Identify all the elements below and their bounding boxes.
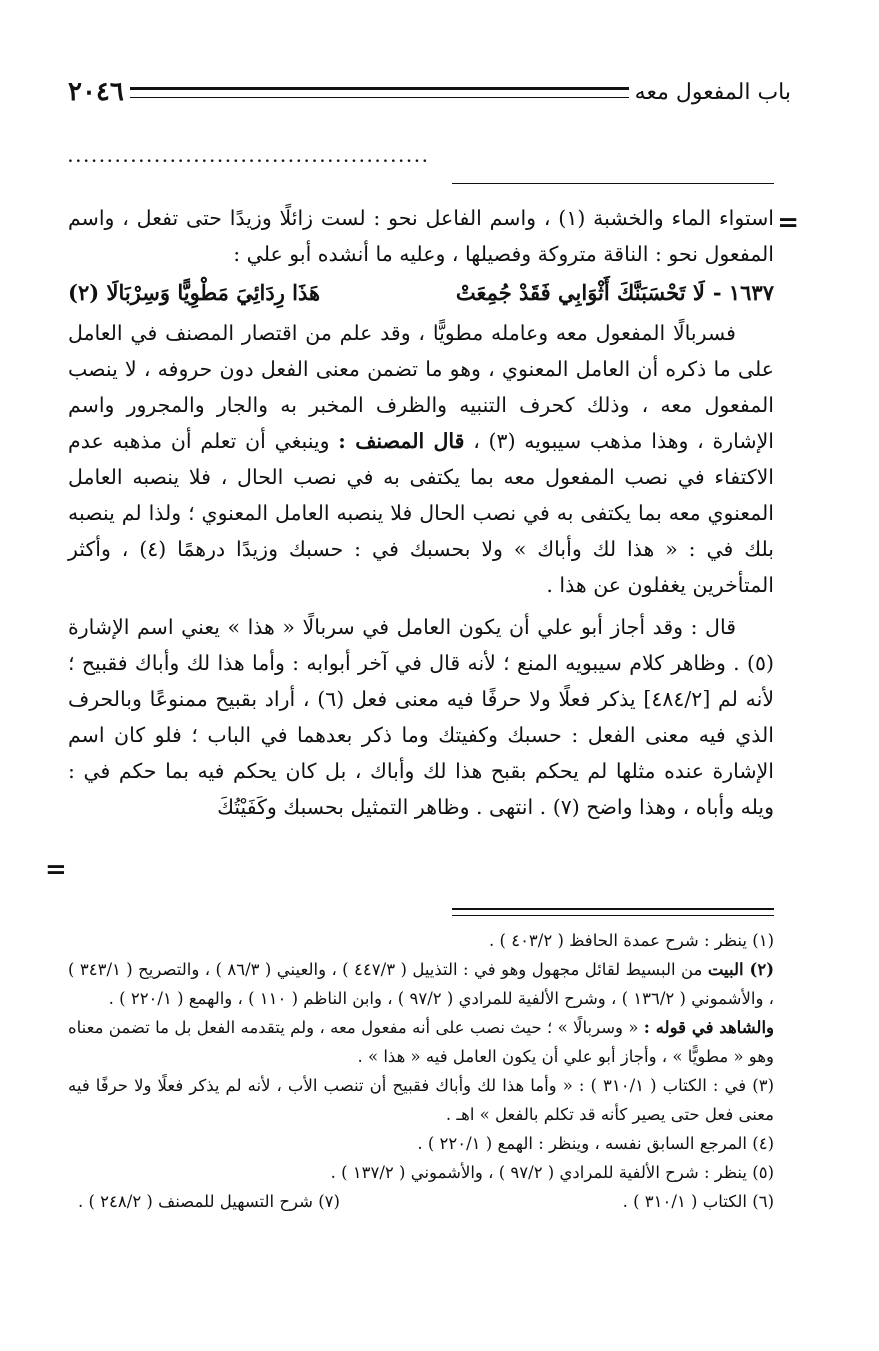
- footnotes: [68, 926, 774, 1216]
- footnote-5: (٥) ينظر : شرح الألفية للمرادي ( ٩٧/٢ ) ، والأشموني ( ١٣٧/٢ ) .: [330, 1163, 774, 1182]
- continuation-mark-start: =: [777, 208, 799, 238]
- paragraph-2-rest: وينبغي أن تعلم أن مذهبه عدم الاكتفاء في نصب المفعول معه بما يكتفى به في نصب الحال ، فلا ينصبه العامل المعنوي معه بما يكتفى به في نصب الحال فلا ينصبه العامل المعنوي ؛ ولذا لم ينصبه بلك في : « هذا لك وأباك » ولا بحسبك في : حسبك وزيدًا درهمًا (٤) ، وأكثر المتأخرين يغفلون عن هذا .: [68, 429, 774, 597]
- footnote-3: (٣) في : الكتاب ( ٣١٠/١ ) : « وأما هذا لك وأباك فقبيح أن تنصب الأب ، لأنه لم يذكر فعلًا ولا حرفًا فيه معنى فعل حتى يصير كأنه قد تكلم بالفعل » اهـ .: [68, 1076, 775, 1124]
- footnote-2b-label: والشاهد في قوله :: [643, 1018, 774, 1037]
- footnote-7: (٧) شرح التسهيل للمصنف ( ٢٤٨/٢ ) .: [78, 1192, 340, 1211]
- paragraph-3: قال : وقد أجاز أبو علي أن يكون العامل في سربالًا « هذا » يعني اسم الإشارة (٥) . وظاهر كلام سيبويه المنع ؛ لأنه قال في آخر أبوابه : وأما هذا لك وأباك فقبيح ؛ لأنه لم [٤٨٤/٢] يذكر فعلًا ولا حرفًا فيه معنى فعل (٦) ، أراد بقبيح ممنوعًا وبالحرف الذي فيه معنى الفعل : حسبك وكفيتك وما ذكر بعدهما في الباب ؛ فلو كان اسم الإشارة عنده مثلها لم يحكم بقبح هذا لك وأباك ، بل كان يحكم فيه بما حكم في : ويله وأباه ، وهذا واضح (٧) . انتهى . وظاهر التمثيل بحسبك وكَفَيْتُكَ: [68, 615, 775, 819]
- verse-hemistich-2: هَذَا رِدَائِيَ مَطْوِيًّا وَسِرْبَالَا (٢): [68, 280, 321, 305]
- author-said: قال المصنف :: [338, 429, 465, 453]
- main-text: [68, 200, 774, 825]
- dotted-separator: ..............................................: [68, 150, 431, 166]
- verse-hemistich-1: لَا تَحْسَبَنَّكَ أَثْوَابِي فَقَدْ جُمِعَتْ: [455, 280, 705, 305]
- paragraph-1: استواء الماء والخشبة (١) ، واسم الفاعل نحو : لست زائلًا وزيدًا حتى تفعل ، واسم المفعول نحو : الناقة متروكة وفصيلها ، وعليه ما أنشده أبو علي :: [68, 206, 775, 266]
- footnote-2-label: (٢) البيت: [707, 960, 774, 979]
- footnote-1: (١) ينظر : شرح عمدة الحافظ ( ٤٠٣/٢ ) .: [489, 931, 774, 950]
- footnote-2-text: من البسيط لقائل مجهول وهو في : التذييل ( ٤٤٧/٣ ) ، والعيني ( ٨٦/٣ ) ، والتصريح ( ٣٤٣/١ ) ، والأشموني ( ١٣٦/٢ ) ، وشرح الألفية للمرادي ( ٩٧/٢ ) ، وابن الناظم ( ١١٠ ) ، والهمع ( ٢٢٠/١ ) .: [68, 960, 774, 1008]
- footnote-rule: [452, 908, 774, 916]
- paragraph-2-text: فسربالًا المفعول معه وعامله مطويًّا ، وقد علم من اقتصار المصنف في العامل على ما ذكره أن العامل المعنوي ، وهو ما تضمن معنى الفعل دون حروفه ، لا ينصب المفعول معه ، وذلك كحرف التنبيه والظرف المخبر به والجار والمجرور واسم الإشارة ، وهذا مذهب سيبويه (٣) ،: [68, 321, 774, 453]
- paragraph-2: [68, 315, 774, 603]
- footnote-6-7-line: [68, 1187, 774, 1216]
- page-number: ٢٠٤٦: [68, 77, 124, 107]
- footnote-2b: [68, 1013, 774, 1071]
- section-rule: [452, 183, 774, 184]
- footnote-2: [68, 955, 774, 1013]
- chapter-title: باب المفعول معه: [634, 79, 791, 105]
- continuation-mark-end: =: [45, 855, 67, 885]
- footnote-2b-text: « وسربالًا » ؛ حيث نصب على أنه مفعول معه ، ولم يتقدمه الفعل بل ما تضمن معناه وهو « مطويًّا » ، وأجاز أبو علي أن يكون العامل فيه « هذا » .: [68, 1018, 774, 1066]
- verse-number: ١٦٣٧ -: [712, 280, 774, 305]
- footnote-6: (٦) الكتاب ( ٣١٠/١ ) .: [622, 1192, 774, 1211]
- header-rule: [130, 87, 629, 98]
- verse-line: [68, 275, 774, 311]
- running-header: [60, 72, 799, 112]
- footnote-4: (٤) المرجع السابق نفسه ، وينظر : الهمع ( ٢٢٠/١ ) .: [417, 1134, 774, 1153]
